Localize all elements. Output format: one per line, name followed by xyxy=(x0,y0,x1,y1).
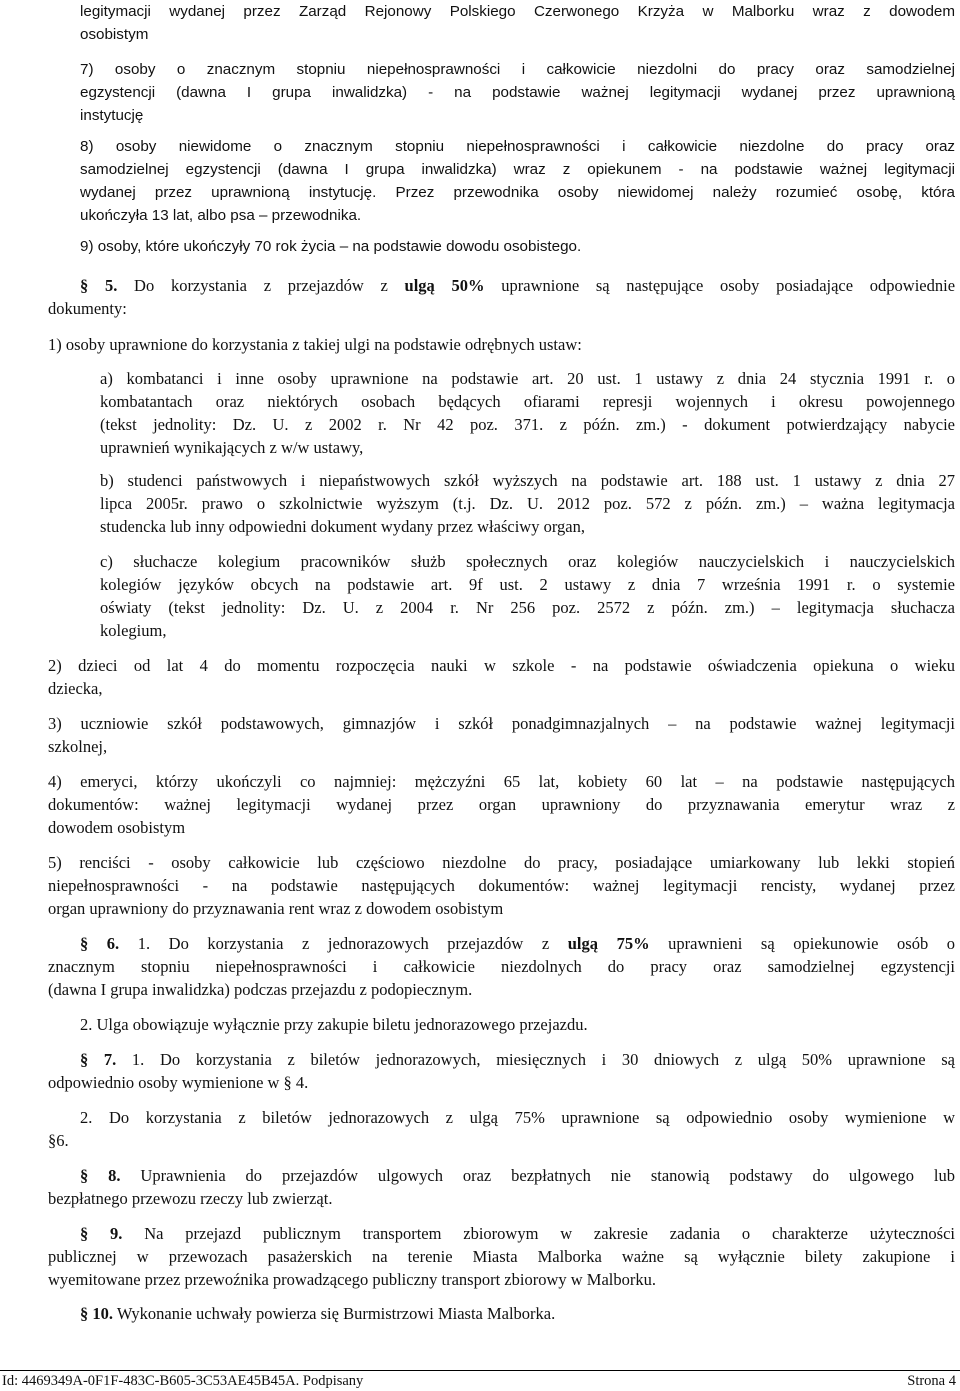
text-line: ukończyła 13 lat, albo psa – przewodnika. xyxy=(80,207,362,224)
text-line xyxy=(48,274,955,297)
text-segment: Wykonanie uchwały powierza się Burmistrzowi Miasta Malborka. xyxy=(113,1304,556,1323)
document-id: Id: 4469349A-0F1F-483C-B605-3C53AE45B45A. Podpisany xyxy=(2,1373,364,1389)
text-segment: 1. Do korzystania z jednorazowych przejazdów z xyxy=(119,934,568,953)
text-line: (tekst jednolity: Dz. U. z 2002 r. Nr 42 poz. 371. z późn. zm.) - dokument potwierdzający nabycie xyxy=(100,415,955,434)
text-line: 2. Ulga obowiązuje wyłącznie przy zakupie biletu jednorazowego przejazdu. xyxy=(80,1015,588,1034)
section-7-paragraph-1 xyxy=(48,1048,955,1094)
text-line: b) studenci państwowych i niepaństwowych szkół wyższych na podstawie art. 188 ust. 1 ustawy z dnia 27 xyxy=(100,471,955,490)
text-line xyxy=(48,1164,955,1187)
text-line: dowodem osobistym xyxy=(48,818,186,837)
paragraph-continuation xyxy=(80,0,955,46)
text-line: znacznym stopniu niepełnosprawności i całkowicie niezdolnych do pracy oraz samodzielnej egzystencji xyxy=(48,957,955,976)
text-segment: wydanej przez uprawnioną instytucję. xyxy=(80,184,377,201)
text-line: kombatantach oraz niektórych osobach będących ofiarami represji wojennych i okresu powojennego xyxy=(100,392,955,411)
text-line: 5) renciści - osoby całkowicie lub częściowo niezdolne do pracy, posiadające umiarkowany lub lekki stopień xyxy=(48,853,955,872)
text-line: (dawna I grupa inwalidzka) podczas przejazdu z podopiecznym. xyxy=(48,980,473,999)
text-line: lipca 2005r. prawo o szkolnictwie wyższym (t.j. Dz. U. 2012 poz. 572 z późn. zm.) – ważna legitymacja xyxy=(100,494,955,513)
text-line: osobistym xyxy=(80,26,149,43)
text-segment: Uprawnienia do przejazdów ulgowych oraz bezpłatnych nie stanowią podstawy do ulgowego lub xyxy=(120,1166,955,1185)
section-5-item-5 xyxy=(48,851,955,920)
text-line: 2) dzieci od lat 4 do momentu rozpoczęcia nauki w szkole - na podstawie oświadczenia opiekuna o wieku xyxy=(48,656,955,675)
section-5-item-3 xyxy=(48,712,955,758)
text-segment: 1. Do korzystania z biletów jednorazowych, miesięcznych i 30 dniowych z ulgą 50% uprawnione są xyxy=(116,1050,955,1069)
text-line: 4) emeryci, którzy ukończyli co najmniej: mężczyźni 65 lat, kobiety 60 lat – na podstawie następujących xyxy=(48,772,955,791)
text-line: odpowiednio osoby wymienione w § 4. xyxy=(48,1073,309,1092)
section-7-paragraph-2 xyxy=(48,1106,955,1152)
text-line: kolegium, xyxy=(100,621,167,640)
text-line: dziecka, xyxy=(48,679,103,698)
section-6-paragraph-2 xyxy=(80,1013,955,1036)
section-5-item-1a xyxy=(100,367,955,459)
text-line: 8) osoby niewidome o znacznym stopniu niepełnosprawności i całkowicie niezdolne do pracy oraz xyxy=(80,138,955,155)
text-line: studencka lub inny odpowiedni dokument wydany przez właściwy organ, xyxy=(100,517,585,536)
list-item-7 xyxy=(80,58,955,127)
text-line: 7) osoby o znacznym stopniu niepełnosprawności i całkowicie niezdolni do pracy oraz samodzielnej xyxy=(80,61,955,78)
section-number: § 6. xyxy=(80,934,120,953)
footer-divider xyxy=(0,1370,960,1371)
section-number: § 8. xyxy=(80,1166,121,1185)
text-line: uprawnień wynikających z w/w ustawy, xyxy=(100,438,364,457)
section-5-item-4 xyxy=(48,770,955,839)
text-segment: Przez przewodnika osoby niewidomej należy rozumieć osobę, która xyxy=(376,184,955,201)
text-line xyxy=(48,1302,955,1325)
text-line: 9) osoby, które ukończyły 70 rok życia – na podstawie dowodu osobistego. xyxy=(80,238,582,255)
section-10 xyxy=(48,1302,955,1325)
text-line: instytucję xyxy=(80,107,144,124)
discount-label: ulgą 75% xyxy=(567,934,650,953)
list-item-9 xyxy=(80,235,955,258)
text-line: bezpłatnego przewozu rzeczy lub zwierząt. xyxy=(48,1189,333,1208)
text-line: szkolnej, xyxy=(48,737,108,756)
section-5-item-1c xyxy=(100,550,955,642)
text-line: legitymacji wydanej przez Zarząd Rejonowy Polskiego Czerwonego Krzyża w Malborku wraz z dowodem xyxy=(80,3,955,20)
text-line: a) kombatanci i inne osoby uprawnione na podstawie art. 20 ust. 1 ustawy z dnia 24 stycznia 1991 r. o xyxy=(100,369,955,388)
text-line xyxy=(48,932,955,955)
section-number: § 9. xyxy=(80,1224,123,1243)
section-number: § 5. xyxy=(80,276,118,295)
text-line: wyemitowane przez przewoźnika prowadzącego publiczny transport zbiorowy w Malborku. xyxy=(48,1270,656,1289)
section-9 xyxy=(48,1222,955,1291)
text-line: niepełnosprawności - na podstawie następujących dokumentów: ważnej legitymacji rencisty, wydanej przez xyxy=(48,876,955,895)
section-5-item-2 xyxy=(48,654,955,700)
section-5-item-1 xyxy=(48,333,955,356)
text-segment: uprawnieni są opiekunowie osób o xyxy=(649,934,956,953)
section-number: § 10. xyxy=(80,1304,113,1323)
text-line: c) słuchacze kolegium pracowników służb społecznych oraz kolegiów nauczycielskich i nauczycielskich xyxy=(100,552,955,571)
text-line: §6. xyxy=(48,1131,69,1150)
text-segment: uprawnione są następujące osoby posiadające odpowiednie xyxy=(484,276,956,295)
text-line: publicznej w przewozach pasażerskich na terenie Miasta Malborka ważne są wyłącznie bilety zakupione i xyxy=(48,1247,955,1266)
text-line: oświaty (tekst jednolity: Dz. U. z 2004 r. Nr 256 poz. 2572 z późn. zm.) – legitymacja słuchacza xyxy=(100,598,955,617)
text-segment: Na przejazd publicznym transportem zbiorowym w zakresie zadania o charakterze użyteczności xyxy=(122,1224,956,1243)
text-line: 1) osoby uprawnione do korzystania z takiej ulgi na podstawie odrębnych ustaw: xyxy=(48,335,582,354)
section-5-item-1b xyxy=(100,469,955,538)
text-line: organ uprawniony do przyznawania rent wraz z dowodem osobistym xyxy=(48,899,504,918)
text-segment: Do korzystania z przejazdów z xyxy=(117,276,405,295)
text-line xyxy=(48,1048,955,1071)
text-line xyxy=(48,1222,955,1245)
section-number: § 7. xyxy=(80,1050,117,1069)
text-line: samodzielnej egzystencji (dawna I grupa inwalidzka) wraz z opiekunem - na podstawie ważnej legitymacji xyxy=(80,161,955,178)
text-line: kolegiów języków obcych na podstawie art. 9f ust. 2 ustawy z dnia 7 września 1991 r. o systemie xyxy=(100,575,955,594)
discount-label: ulgą 50% xyxy=(404,276,485,295)
text-line: dokumentów: ważnej legitymacji wydanej przez organ uprawniony do przyznawania emerytur wraz z xyxy=(48,795,955,814)
section-5-intro xyxy=(48,274,955,320)
page-number: Strona 4 xyxy=(907,1373,956,1389)
text-line: 2. Do korzystania z biletów jednorazowych z ulgą 75% uprawnione są odpowiednio osoby wymienione w xyxy=(80,1108,955,1127)
text-line: 3) uczniowie szkół podstawowych, gimnazjów i szkół ponadgimnazjalnych – na podstawie ważnej legitymacji xyxy=(48,714,955,733)
section-8 xyxy=(48,1164,955,1210)
section-6-paragraph-1 xyxy=(48,932,955,1001)
text-line: dokumenty: xyxy=(48,299,127,318)
text-line: egzystencji (dawna I grupa inwalidzka) - na podstawie ważnej legitymacji wydanej przez uprawnioną xyxy=(80,84,955,101)
list-item-8 xyxy=(80,135,955,227)
text-line xyxy=(80,181,955,204)
